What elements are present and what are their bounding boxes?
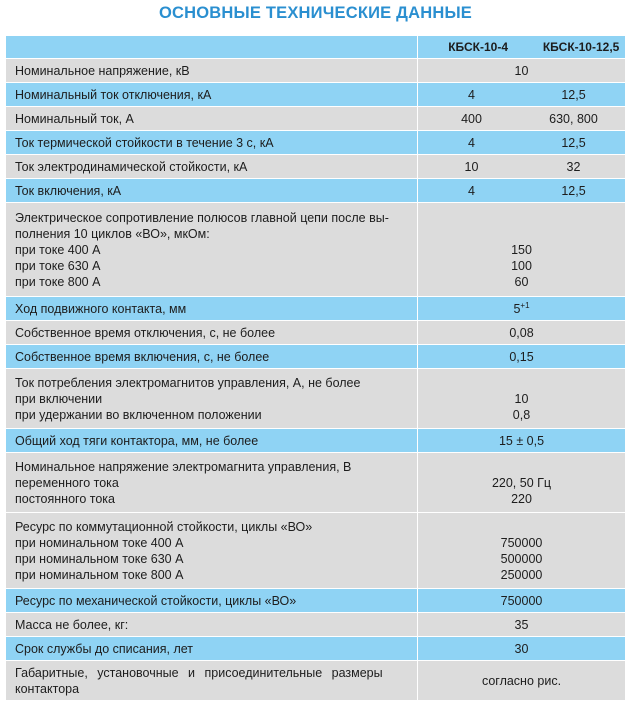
value-line <box>424 375 619 391</box>
value-model-1: 4 <box>468 183 475 198</box>
table-row <box>6 179 626 203</box>
value-model-1: 4 <box>468 135 475 150</box>
param-line: Номинальное напряжение электромагнита управления, В <box>15 459 352 474</box>
table-row <box>6 589 626 613</box>
table-row <box>6 345 626 369</box>
value-cell <box>418 297 626 321</box>
table-row <box>6 513 626 589</box>
value-line: 750000 <box>500 535 543 550</box>
value-superscript: +1 <box>520 300 530 310</box>
param-cell: Срок службы до списания, лет <box>6 637 418 661</box>
value-cell <box>418 107 626 131</box>
value-line: 60 <box>514 274 529 289</box>
param-cell: Номинальный ток отключения, кА <box>6 83 418 107</box>
value-cell: 750000 <box>418 589 626 613</box>
value-model-1: 4 <box>468 87 475 102</box>
table-row <box>6 59 626 83</box>
value-cell: 15 ± 0,5 <box>418 429 626 453</box>
table-row <box>6 155 626 179</box>
table-row <box>6 321 626 345</box>
value-line: 150 <box>511 242 532 257</box>
param-cell <box>6 453 418 513</box>
value-cell: 0,08 <box>418 321 626 345</box>
value-model-1: 10 <box>464 159 479 174</box>
param-cell: Номинальный ток, А <box>6 107 418 131</box>
param-cell: Общий ход тяги контактора, мм, не более <box>6 429 418 453</box>
value-cell <box>418 155 626 179</box>
param-cell: Масса не более, кг: <box>6 613 418 637</box>
value-model-2: 12,5 <box>561 87 586 102</box>
param-line: при номинальном токе 800 А <box>15 567 184 582</box>
value-cell: согласно рис. <box>418 661 626 701</box>
value-line: 220, 50 Гц <box>491 475 552 490</box>
column-header-kbsk-10-12-5: КБСК-10-12,5 <box>542 40 620 54</box>
value-cell <box>418 453 626 513</box>
value-cell <box>418 179 626 203</box>
table-row <box>6 637 626 661</box>
param-line: полнения 10 циклов «ВО», мкОм: <box>15 226 210 241</box>
param-cell <box>6 369 418 429</box>
table-row <box>6 613 626 637</box>
param-line: контактора <box>15 681 80 696</box>
value-cell <box>418 369 626 429</box>
table-row <box>6 429 626 453</box>
value-line: 500000 <box>500 551 543 566</box>
param-line: при удержании во включенном положении <box>15 407 262 422</box>
header-empty-cell <box>6 36 418 59</box>
value-line <box>424 226 619 242</box>
param-line: при токе 400 А <box>15 242 101 257</box>
table-row <box>6 661 626 701</box>
value-line: 10 <box>514 391 529 406</box>
value-line <box>424 210 619 226</box>
param-line: при включении <box>15 391 103 406</box>
table-row <box>6 297 626 321</box>
param-line: Электрическое сопротивление полюсов главной цепи после вы- <box>15 210 389 225</box>
param-line: переменного тока <box>15 475 119 490</box>
table-row <box>6 369 626 429</box>
value-line <box>424 459 619 475</box>
param-cell <box>6 661 418 701</box>
value-model-1: 400 <box>461 111 482 126</box>
param-line: Ресурс по коммутационной стойкости, циклы «ВО» <box>15 519 313 534</box>
value-cell: 0,15 <box>418 345 626 369</box>
value-cell: 10 <box>418 59 626 83</box>
param-line: при токе 630 А <box>15 258 101 273</box>
value-model-2: 12,5 <box>561 183 586 198</box>
param-cell <box>6 513 418 589</box>
param-cell: Ток термической стойкости в течение 3 с, кА <box>6 131 418 155</box>
header-models-cell <box>418 36 626 59</box>
param-line: постоянного тока <box>15 491 115 506</box>
param-line: Габаритные, установочные и присоединительные размеры <box>15 665 383 680</box>
table-row <box>6 83 626 107</box>
param-line: при номинальном токе 400 А <box>15 535 184 550</box>
value-cell <box>418 83 626 107</box>
value-model-2: 630, 800 <box>549 111 598 126</box>
value-line: 250000 <box>500 567 543 582</box>
value-line: 220 <box>511 491 532 506</box>
table-row <box>6 203 626 297</box>
value-cell <box>418 131 626 155</box>
value-line: 100 <box>511 258 532 273</box>
param-cell: Собственное время отключения, с, не более <box>6 321 418 345</box>
param-cell <box>6 203 418 297</box>
value-cell <box>418 513 626 589</box>
spec-table <box>5 35 626 701</box>
value-cell <box>418 203 626 297</box>
table-row <box>6 107 626 131</box>
value-cell: 35 <box>418 613 626 637</box>
value-cell: 30 <box>418 637 626 661</box>
value-line: 0,8 <box>512 407 531 422</box>
value-model-2: 12,5 <box>561 135 586 150</box>
column-header-kbsk-10-4: КБСК-10-4 <box>448 40 508 54</box>
value-model-2: 32 <box>566 159 581 174</box>
param-cell: Ресурс по механической стойкости, циклы «ВО» <box>6 589 418 613</box>
param-cell: Ход подвижного контакта, мм <box>6 297 418 321</box>
param-cell: Ток включения, кА <box>6 179 418 203</box>
param-cell: Ток электродинамической стойкости, кА <box>6 155 418 179</box>
param-line: при токе 800 А <box>15 274 101 289</box>
param-cell: Собственное время включения, с, не более <box>6 345 418 369</box>
table-row <box>6 453 626 513</box>
param-line: при номинальном токе 630 А <box>15 551 184 566</box>
table-row <box>6 131 626 155</box>
param-cell: Номинальное напряжение, кВ <box>6 59 418 83</box>
param-line: Ток потребления электромагнитов управления, А, не более <box>15 375 361 390</box>
page-title: ОСНОВНЫЕ ТЕХНИЧЕСКИЕ ДАННЫЕ <box>158 4 473 22</box>
value-line <box>424 519 619 535</box>
table-header-row <box>6 36 626 59</box>
value-text: 5 <box>513 301 521 316</box>
